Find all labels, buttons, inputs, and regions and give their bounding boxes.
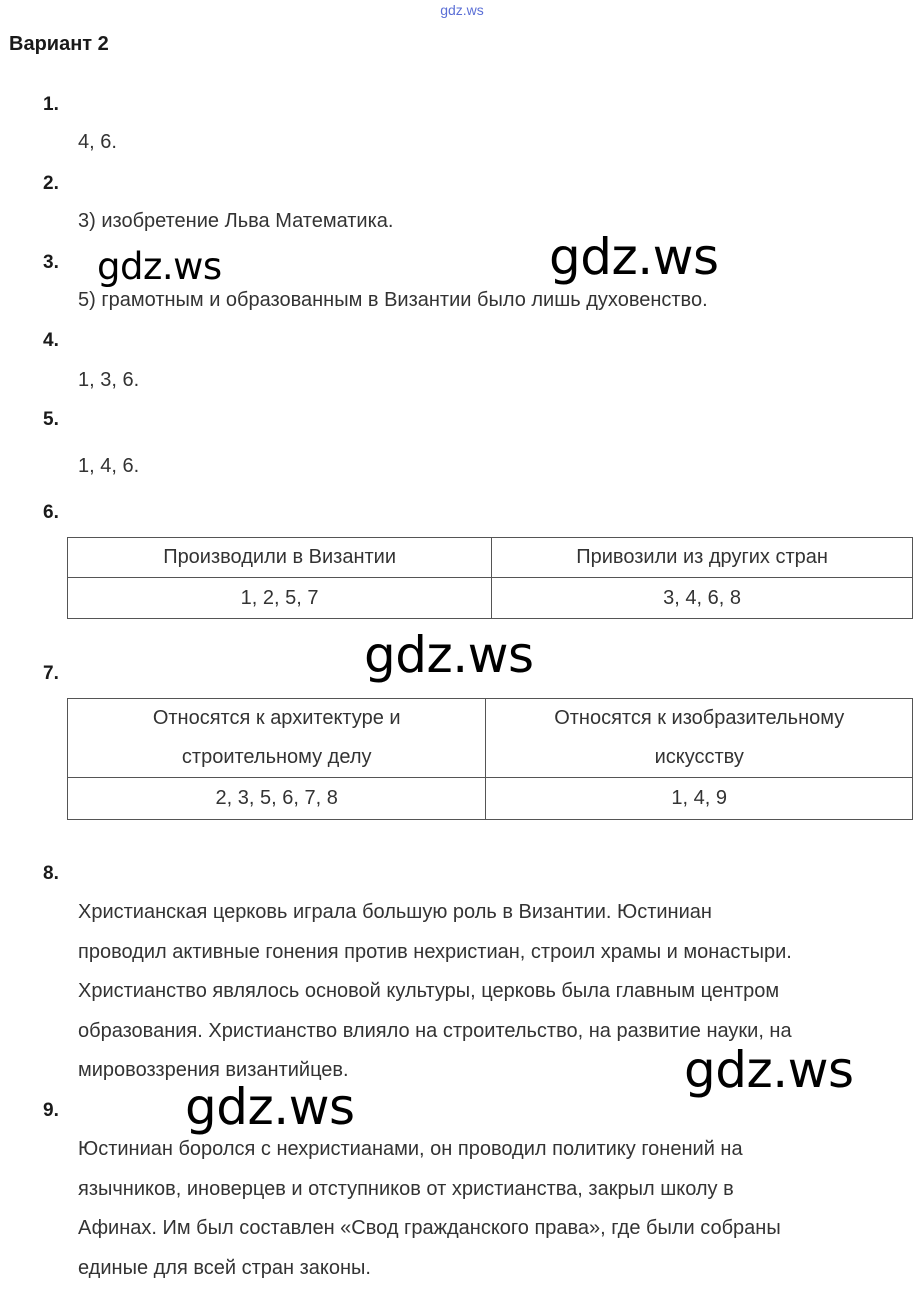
paragraph-line: язычников, иноверцев и отступников от христианства, закрыл школу в [78, 1177, 734, 1200]
paragraph-line: проводил активные гонения против нехристиан, строил храмы и монастыри. [78, 940, 792, 963]
paragraph-line: Христианская церковь играла большую роль в Византии. Юстиниан [78, 901, 712, 923]
table-row [68, 578, 913, 619]
question-number-4: 4. [43, 330, 59, 351]
table-cell: 3, 4, 6, 8 [492, 578, 913, 619]
table-header-row [68, 538, 913, 578]
question-number-3: 3. [43, 252, 59, 273]
watermark: gdz.ws [97, 245, 222, 288]
variant-title: Вариант 2 [9, 33, 109, 55]
question-number-6: 6. [43, 502, 59, 523]
table-cell: 1, 4, 9 [486, 778, 913, 820]
table-header-cell: Привозили из других стран [492, 538, 913, 578]
table-header-cell [68, 699, 486, 778]
table-header-cell [486, 699, 913, 778]
table-cell: 1, 2, 5, 7 [68, 578, 492, 619]
paragraph-line: образования. Христианство влияло на строительство, на развитие науки, на [78, 1019, 792, 1042]
question-number-7: 7. [43, 663, 59, 684]
table-cell: 2, 3, 5, 6, 7, 8 [68, 778, 486, 820]
paragraph-line: мировоззрения византийцев. [78, 1059, 349, 1081]
question-number-1: 1. [43, 94, 59, 115]
answer-2: 3) изобретение Льва Математика. [78, 210, 394, 232]
paragraph-line: единые для всей стран законы. [78, 1256, 371, 1279]
question-number-5: 5. [43, 409, 59, 430]
paragraph-line: Юстиниан боролся с нехристианами, он проводил политику гонений на [78, 1138, 743, 1160]
table-header-row [68, 699, 913, 778]
answer-4: 1, 3, 6. [78, 369, 140, 391]
watermark: gdz.ws [364, 626, 534, 684]
header-line: искусству [654, 746, 744, 768]
site-header-link[interactable]: gdz.ws [440, 2, 484, 18]
paragraph-line: Христианство являлось основой культуры, церковь была главным центром [78, 980, 780, 1002]
watermark: gdz.ws [549, 228, 719, 286]
table-q6 [67, 537, 913, 619]
table-row [68, 778, 913, 820]
answer-5: 1, 4, 6. [78, 455, 140, 477]
question-number-8: 8. [43, 863, 59, 884]
answer-1: 4, 6. [78, 131, 117, 153]
table-q7 [67, 698, 913, 820]
table-header-cell: Производили в Византии [68, 538, 492, 578]
paragraph-line: Афинах. Им был составлен «Свод гражданского права», где были собраны [78, 1217, 781, 1239]
question-number-9: 9. [43, 1100, 59, 1121]
watermark: gdz.ws [185, 1078, 355, 1136]
question-number-2: 2. [43, 173, 59, 194]
header-line: Относятся к архитектуре и [152, 707, 401, 729]
answer-3: 5) грамотным и образованным в Византии было лишь духовенство. [78, 289, 708, 311]
header-line: Относятся к изобразительному [554, 707, 845, 729]
answer-9-paragraph [78, 1130, 918, 1288]
watermark: gdz.ws [684, 1041, 854, 1099]
header-line: строительному делу [181, 746, 372, 768]
